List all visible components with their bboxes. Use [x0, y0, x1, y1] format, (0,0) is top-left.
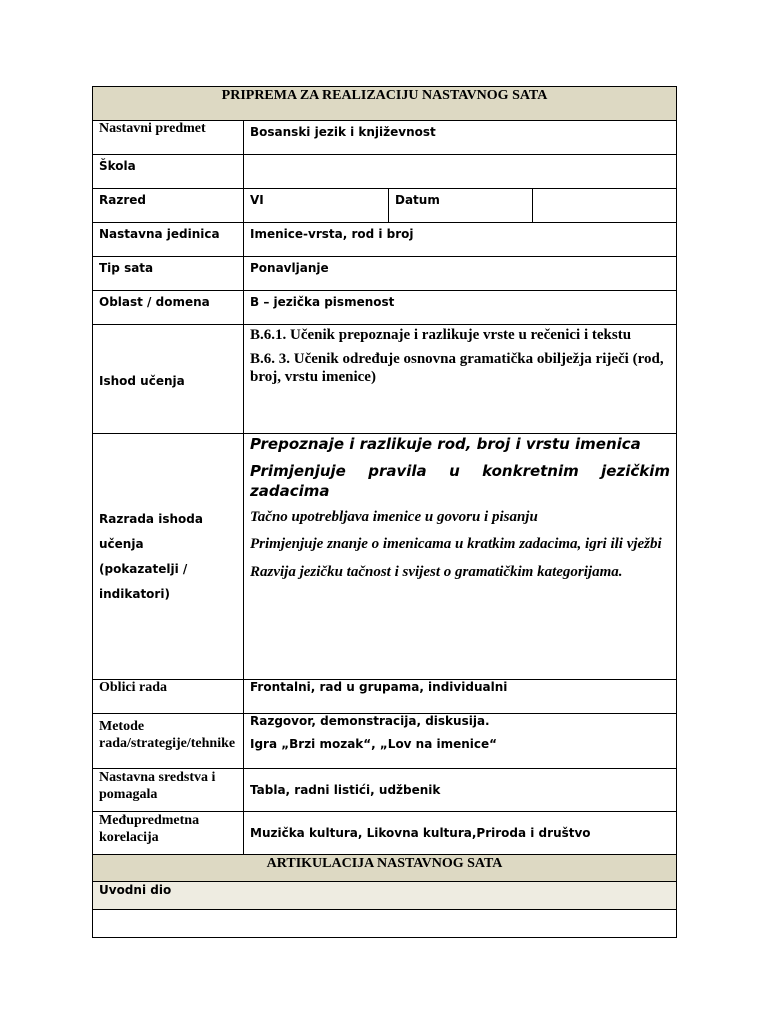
- correlation-value: Muzička kultura, Likovna kultura,Priroda i društvo: [244, 812, 677, 855]
- indicators-label-cell: [93, 434, 244, 680]
- grade-label: Razred: [93, 189, 244, 223]
- methods-cell: [244, 714, 677, 769]
- indicator-item: Primjenjuje pravila u konkretnim jezičkim zadacima: [250, 462, 670, 500]
- outcome-cell: [244, 325, 677, 434]
- resources-label: Nastavna sredstva i pomagala: [93, 769, 244, 812]
- articulation-title: ARTIKULACIJA NASTAVNOG SATA: [93, 855, 677, 882]
- indicator-item: Primjenjuje znanje o imenicama u kratkim zadacima, igri ili vježbi: [250, 536, 662, 552]
- unit-value: Imenice-vrsta, rod i broj: [244, 223, 677, 257]
- methods-label: Metode rada/strategije/tehnike: [93, 714, 244, 769]
- outcome-label: Ishod učenja: [93, 325, 244, 434]
- grade-value: VI: [244, 189, 389, 223]
- methods-value: Razgovor, demonstracija, diskusija.: [250, 714, 490, 728]
- lesson-type-label: Tip sata: [93, 257, 244, 291]
- indicator-item: Razvija jezičku tačnost i svijest o gramatičkim kategorijama.: [250, 564, 623, 580]
- domain-label: Oblast / domena: [93, 291, 244, 325]
- plan-title: PRIPREMA ZA REALIZACIJU NASTAVNOG SATA: [93, 87, 677, 121]
- work-forms-label: Oblici rada: [93, 680, 244, 714]
- intro-label: Uvodni dio: [93, 882, 677, 910]
- indicator-item: Tačno upotrebljava imenice u govoru i pisanju: [250, 509, 538, 525]
- subject-value: Bosanski jezik i književnost: [244, 121, 677, 155]
- subject-label: Nastavni predmet: [93, 121, 244, 155]
- lesson-plan-table: [92, 86, 677, 938]
- outcome-item: B.6.1. Učenik prepoznaje i razlikuje vrste u rečenici i tekstu: [250, 327, 632, 343]
- intro-content: [93, 910, 677, 938]
- school-label: Škola: [93, 155, 244, 189]
- indicators-label: indikatori): [99, 586, 170, 601]
- indicators-label: Razrada ishoda učenja: [99, 511, 203, 551]
- unit-label: Nastavna jedinica: [93, 223, 244, 257]
- work-forms-value: Frontalni, rad u grupama, individualni: [244, 680, 677, 714]
- lesson-type-value: Ponavljanje: [244, 257, 677, 291]
- date-label: Datum: [389, 189, 533, 223]
- outcome-item: B.6. 3. Učenik određuje osnovna gramatička obilježja riječi (rod, broj, vrstu imenice): [250, 351, 664, 385]
- correlation-label: Međupredmetna korelacija: [93, 812, 244, 855]
- indicators-cell: [244, 434, 677, 680]
- domain-value: B – jezička pismenost: [244, 291, 677, 325]
- date-value: [533, 189, 677, 223]
- resources-value: Tabla, radni listići, udžbenik: [244, 769, 677, 812]
- school-value: [244, 155, 677, 189]
- methods-value: Igra „Brzi mozak“, „Lov na imenice“: [250, 737, 498, 751]
- indicator-item: Prepoznaje i razlikuje rod, broj i vrstu imenica: [250, 435, 641, 453]
- indicators-label: (pokazatelji /: [99, 561, 188, 576]
